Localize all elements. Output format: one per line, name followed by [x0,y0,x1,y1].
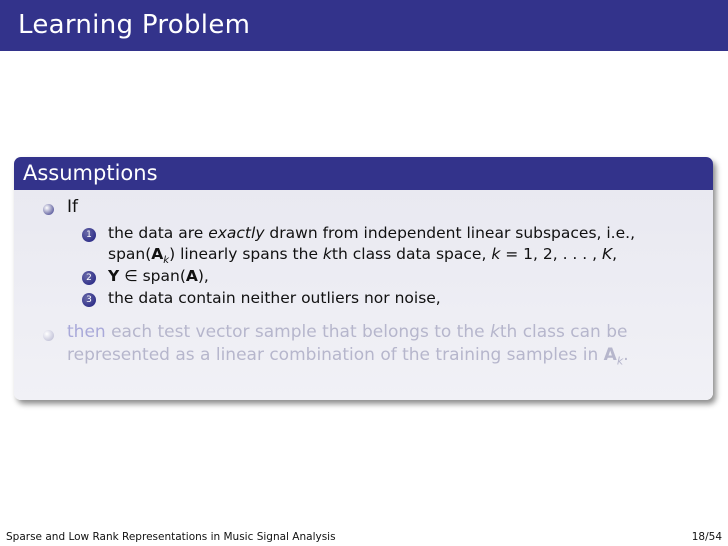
condition-2: Y ∈ span(A), [108,267,209,285]
number-badge-3: 3 [82,293,96,307]
then-line-2: represented as a linear combination of the training samples in $A_k$. [67,345,629,368]
bullet-icon [43,204,54,215]
if-label: If [67,197,78,217]
block-title: Assumptions [14,157,713,190]
then-line-1: then each test vector sample that belongs to the kth class can be [67,322,628,342]
condition-1-line-1: the data are exactly drawn from independent linear subspaces, i.e., [108,224,636,242]
slide-title: Learning Problem [18,10,251,40]
assumptions-block [14,157,713,400]
bullet-icon [43,330,54,341]
condition-3: the data contain neither outliers nor noise, [108,289,441,307]
number-badge-2: 2 [82,271,96,285]
block-body [14,190,713,400]
number-badge-1: 1 [82,228,96,242]
slide-title-bar [0,0,728,51]
slide-footer [0,528,728,546]
condition-1-line-2: $span(A_k)$ linearly spans the kth class data space, k = 1, 2, . . . , K, [108,245,618,267]
footer-presentation-title: Sparse and Low Rank Representations in Music Signal Analysis [6,531,336,543]
page-number: 18/54 [691,531,722,543]
